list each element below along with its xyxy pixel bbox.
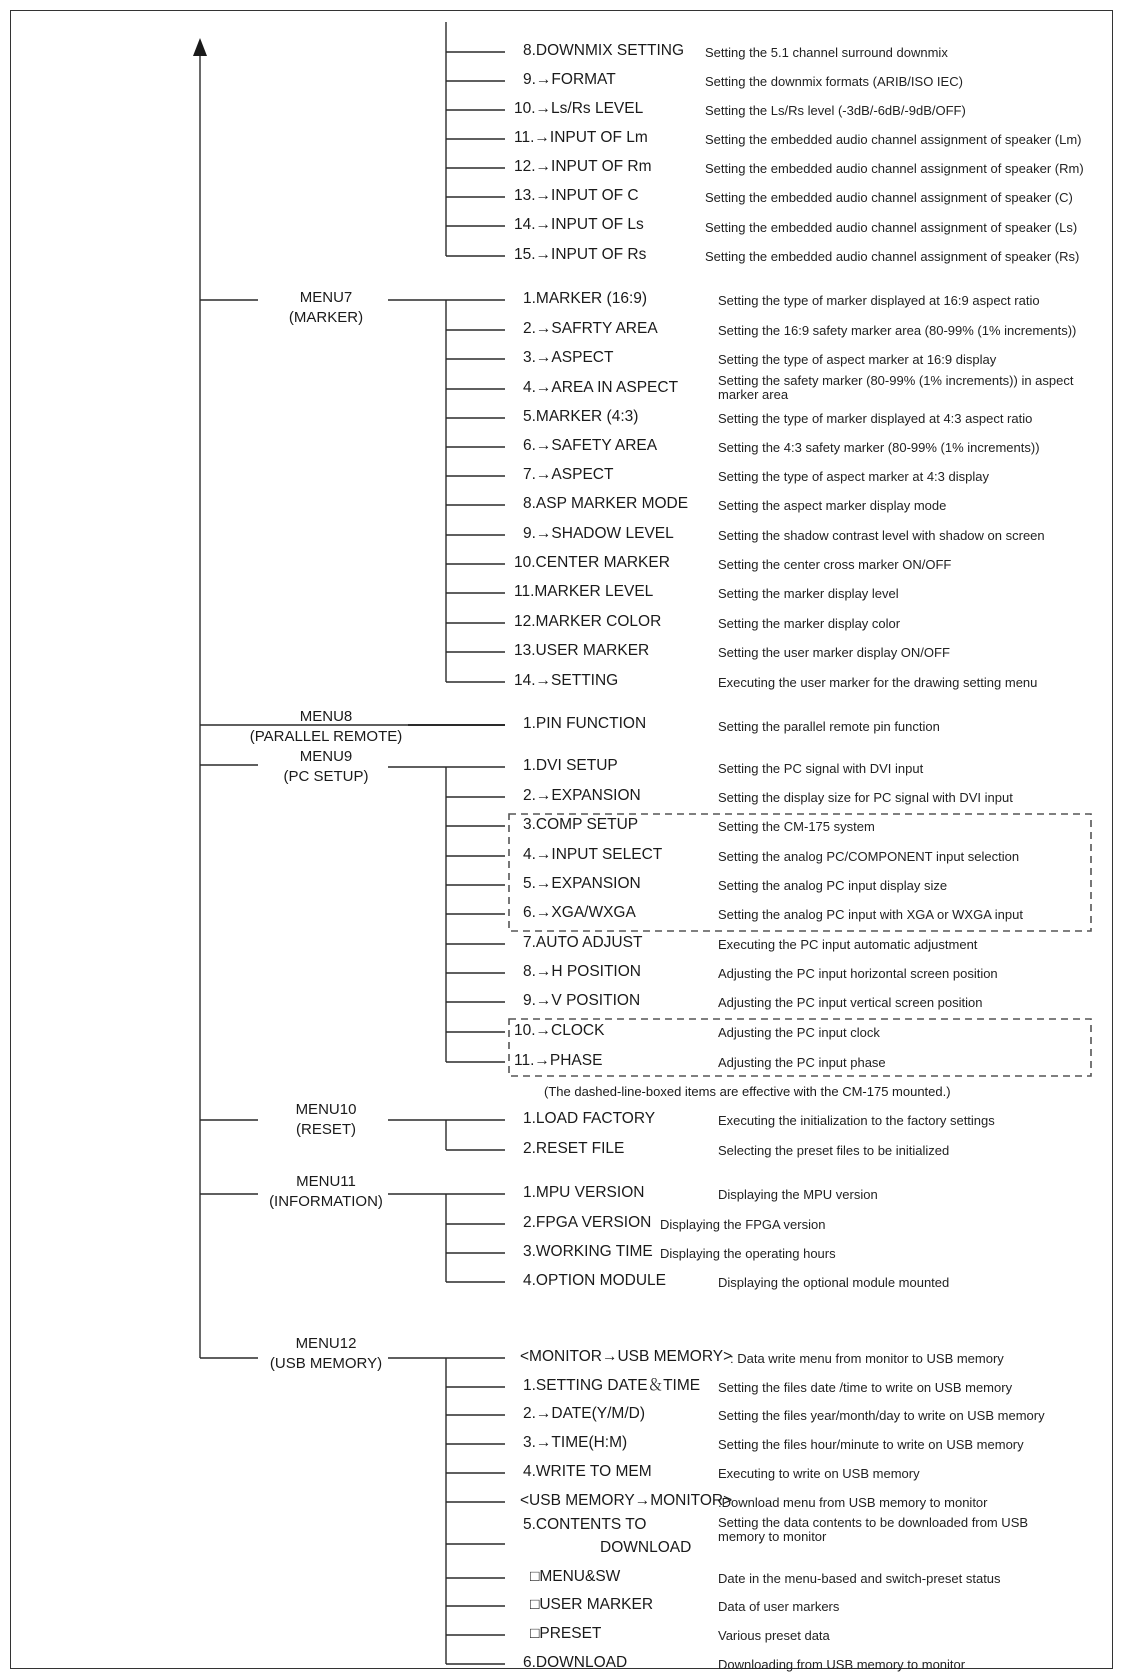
- menu-item-desc: Date in the menu-based and switch-preset status: [718, 1571, 1001, 1586]
- menu-item-label: □PRESET: [530, 1625, 602, 1642]
- menu-item-label: 8.DOWNMIX SETTING: [523, 42, 685, 59]
- menu-item-label: □MENU&SW: [530, 1568, 621, 1585]
- menu-item-label: 13.USER MARKER: [514, 642, 650, 659]
- menu-item-desc: Setting the files date /time to write on USB memory: [718, 1380, 1013, 1395]
- menu-item-label: 1.PIN FUNCTION: [523, 715, 647, 732]
- menu-item-label: 10.→CLOCK: [514, 1022, 605, 1039]
- menu-item-desc: Setting the analog PC input with XGA or WXGA input: [718, 907, 1023, 922]
- menu-title: MENU7: [299, 289, 353, 306]
- menu-item-label: 11.MARKER LEVEL: [514, 583, 654, 600]
- menu-item-desc: Setting the parallel remote pin function: [718, 719, 940, 734]
- menu-item-label: 14.→SETTING: [514, 672, 619, 689]
- menu-item-desc: Setting the embedded audio channel assignment of speaker (Rm): [705, 161, 1084, 176]
- menu-item-label: 10.→Ls/Rs LEVEL: [514, 100, 644, 117]
- menu-item-desc: Setting the 4:3 safety marker (80-99% (1% increments)): [718, 440, 1040, 455]
- menu-item-desc: Setting the type of marker displayed at 16:9 aspect ratio: [718, 293, 1040, 308]
- menu-item-label: 15.→INPUT OF Rs: [514, 246, 647, 263]
- menu-subtitle: (PARALLEL REMOTE): [249, 728, 403, 745]
- menu-item-label: 8.→H POSITION: [523, 963, 641, 980]
- menu-item-label: 3.→TIME(H:M): [523, 1434, 628, 1451]
- menu-item-label: <MONITOR→USB MEMORY>: [520, 1348, 733, 1365]
- menu-item-label-cont: DOWNLOAD: [600, 1539, 692, 1556]
- menu-item-desc: Setting the Ls/Rs level (-3dB/-6dB/-9dB/OFF): [705, 103, 966, 118]
- cm175-note: (The dashed-line-boxed items are effective with the CM-175 mounted.): [544, 1084, 951, 1099]
- menu-item-desc: Setting the data contents to be downloaded from USB memory to monitor: [718, 1515, 1029, 1544]
- menu-item-label: 6.DOWNLOAD: [523, 1654, 628, 1671]
- menu-item-label: 1.MARKER (16:9): [523, 290, 648, 307]
- menu-item-desc: Setting the CM-175 system: [718, 819, 875, 834]
- menu-item-label: 5.CONTENTS TO: [523, 1516, 647, 1533]
- menu-item-label: □USER MARKER: [530, 1596, 654, 1613]
- menu-item-desc: Setting the center cross marker ON/OFF: [718, 557, 952, 572]
- menu-item-desc: : Data write menu from monitor to USB memory: [730, 1351, 1004, 1366]
- menu-item-label: 2.→DATE(Y/M/D): [523, 1405, 645, 1422]
- menu-item-desc: Setting the aspect marker display mode: [718, 498, 947, 513]
- arrow-up-icon: [193, 38, 207, 56]
- menu-item-desc: Setting the user marker display ON/OFF: [718, 645, 950, 660]
- menu-title: MENU12: [295, 1335, 357, 1352]
- menu-item-desc: Setting the type of marker displayed at 4:3 aspect ratio: [718, 411, 1033, 426]
- menu-item-desc: Setting the files hour/minute to write on USB memory: [718, 1437, 1024, 1452]
- menu-item-desc: Setting the files year/month/day to write on USB memory: [718, 1408, 1045, 1423]
- menu-item-desc: Setting the marker display color: [718, 616, 901, 631]
- menu-item-desc: Adjusting the PC input horizontal screen position: [718, 966, 998, 981]
- menu-item-label: 5.→EXPANSION: [523, 875, 641, 892]
- menu-item-desc: Setting the marker display level: [718, 586, 899, 601]
- menu-item-desc: Setting the safety marker (80-99% (1% increments)) in aspect marker area: [718, 373, 1074, 402]
- menu-item-label: 14.→INPUT OF Ls: [514, 216, 644, 233]
- menu-item-desc: Executing to write on USB memory: [718, 1466, 920, 1481]
- menu-item-desc: Setting the downmix formats (ARIB/ISO IEC): [705, 74, 963, 89]
- menu-item-desc: :Download menu from USB memory to monitor: [718, 1495, 988, 1510]
- menu-item-desc: Setting the embedded audio channel assignment of speaker (C): [705, 190, 1073, 205]
- menu-item-desc: Displaying the MPU version: [718, 1187, 878, 1202]
- menu-item-label: 7.→ASPECT: [523, 466, 614, 483]
- menu-item-desc: Setting the analog PC/COMPONENT input selection: [718, 849, 1020, 864]
- menu-item-label: 9.→SHADOW LEVEL: [523, 525, 674, 542]
- menu-item-label: 7.AUTO ADJUST: [523, 934, 643, 951]
- menu-item-desc: Setting the embedded audio channel assignment of speaker (Rs): [705, 249, 1080, 264]
- menu-item-label: 11.→INPUT OF Lm: [514, 129, 648, 146]
- menu-item-desc: Setting the PC signal with DVI input: [718, 761, 924, 776]
- menu-item-desc: Setting the embedded audio channel assignment of speaker (Ls): [705, 220, 1078, 235]
- menu-item-desc: Executing the initialization to the factory settings: [718, 1113, 995, 1128]
- menu-item-label: 4.WRITE TO MEM: [523, 1463, 652, 1480]
- menu-subtitle: (PC SETUP): [283, 768, 369, 785]
- menu-item-label: 2.→SAFRTY AREA: [523, 320, 658, 337]
- menu-item-desc: Adjusting the PC input phase: [718, 1055, 886, 1070]
- menu-title: MENU9: [299, 748, 353, 765]
- menu-item-label: 1.MPU VERSION: [523, 1184, 645, 1201]
- menu-item-desc: Downloading from USB memory to monitor: [718, 1657, 966, 1672]
- menu-item-desc: Setting the 5.1 channel surround downmix: [705, 45, 948, 60]
- menu-item-desc: Setting the type of aspect marker at 16:9 display: [718, 352, 997, 367]
- menu-item-label: 1.DVI SETUP: [523, 757, 618, 774]
- menu-item-label: 6.→SAFETY AREA: [523, 437, 658, 454]
- menu-item-desc: Various preset data: [718, 1628, 830, 1643]
- menu-item-desc: Data of user markers: [718, 1599, 840, 1614]
- menu-item-label: 6.→XGA/WXGA: [523, 904, 636, 921]
- menu-item-label: 3.→ASPECT: [523, 349, 614, 366]
- menu-item-label: 5.MARKER (4:3): [523, 408, 639, 425]
- menu-item-desc: Selecting the preset files to be initialized: [718, 1143, 950, 1158]
- menu-item-desc: Displaying the FPGA version: [660, 1217, 826, 1232]
- menu-item-label: 11.→PHASE: [514, 1052, 603, 1069]
- menu-item-desc: Setting the analog PC input display size: [718, 878, 948, 893]
- menu-item-label: 8.ASP MARKER MODE: [523, 495, 689, 512]
- menu-item-desc: Setting the 16:9 safety marker area (80-99% (1% increments)): [718, 323, 1077, 338]
- menu-item-desc: Adjusting the PC input clock: [718, 1025, 880, 1040]
- menu-item-label: 9.→FORMAT: [523, 71, 616, 88]
- menu-item-desc: Setting the shadow contrast level with shadow on screen: [718, 528, 1045, 543]
- menu-item-label: 12.MARKER COLOR: [514, 613, 662, 630]
- menu-item-label: 2.RESET FILE: [523, 1140, 625, 1157]
- menu-item-label: <USB MEMORY→MONITOR>: [520, 1492, 733, 1509]
- menu-item-label: 2.FPGA VERSION: [523, 1214, 652, 1231]
- menu-subtitle: (USB MEMORY): [269, 1355, 383, 1372]
- menu-item-label: 4.→INPUT SELECT: [523, 846, 663, 863]
- menu-item-label: 12.→INPUT OF Rm: [514, 158, 652, 175]
- menu-item-desc: Executing the PC input automatic adjustment: [718, 937, 978, 952]
- menu-title: MENU8: [299, 708, 353, 725]
- menu-item-desc: Displaying the operating hours: [660, 1246, 836, 1261]
- menu-item-label: 13.→INPUT OF C: [514, 187, 639, 204]
- menu-item-label: 1.SETTING DATE＆TIME: [523, 1377, 701, 1394]
- menu-subtitle: (INFORMATION): [269, 1193, 383, 1210]
- menu-item-label: 2.→EXPANSION: [523, 787, 641, 804]
- menu-subtitle: (MARKER): [288, 309, 364, 326]
- menu-item-desc: Setting the type of aspect marker at 4:3 display: [718, 469, 989, 484]
- menu-title: MENU10: [295, 1101, 357, 1118]
- menu-subtitle: (RESET): [296, 1121, 356, 1138]
- menu-title: MENU11: [296, 1173, 356, 1190]
- menu-item-label: 3.WORKING TIME: [523, 1243, 653, 1260]
- menu-item-label: 10.CENTER MARKER: [514, 554, 670, 571]
- menu-item-label: 4.OPTION MODULE: [523, 1272, 666, 1289]
- menu-item-desc: Displaying the optional module mounted: [718, 1275, 950, 1290]
- menu-item-desc: Adjusting the PC input vertical screen position: [718, 995, 983, 1010]
- menu-item-desc: Setting the embedded audio channel assignment of speaker (Lm): [705, 132, 1082, 147]
- menu-item-label: 9.→V POSITION: [523, 992, 641, 1009]
- menu-item-label: 3.COMP SETUP: [523, 816, 639, 833]
- menu-item-desc: Setting the display size for PC signal with DVI input: [718, 790, 1013, 805]
- menu-item-label: 4.→AREA IN ASPECT: [523, 379, 679, 396]
- menu-item-label: 1.LOAD FACTORY: [523, 1110, 656, 1127]
- menu-item-desc: Executing the user marker for the drawing setting menu: [718, 675, 1038, 690]
